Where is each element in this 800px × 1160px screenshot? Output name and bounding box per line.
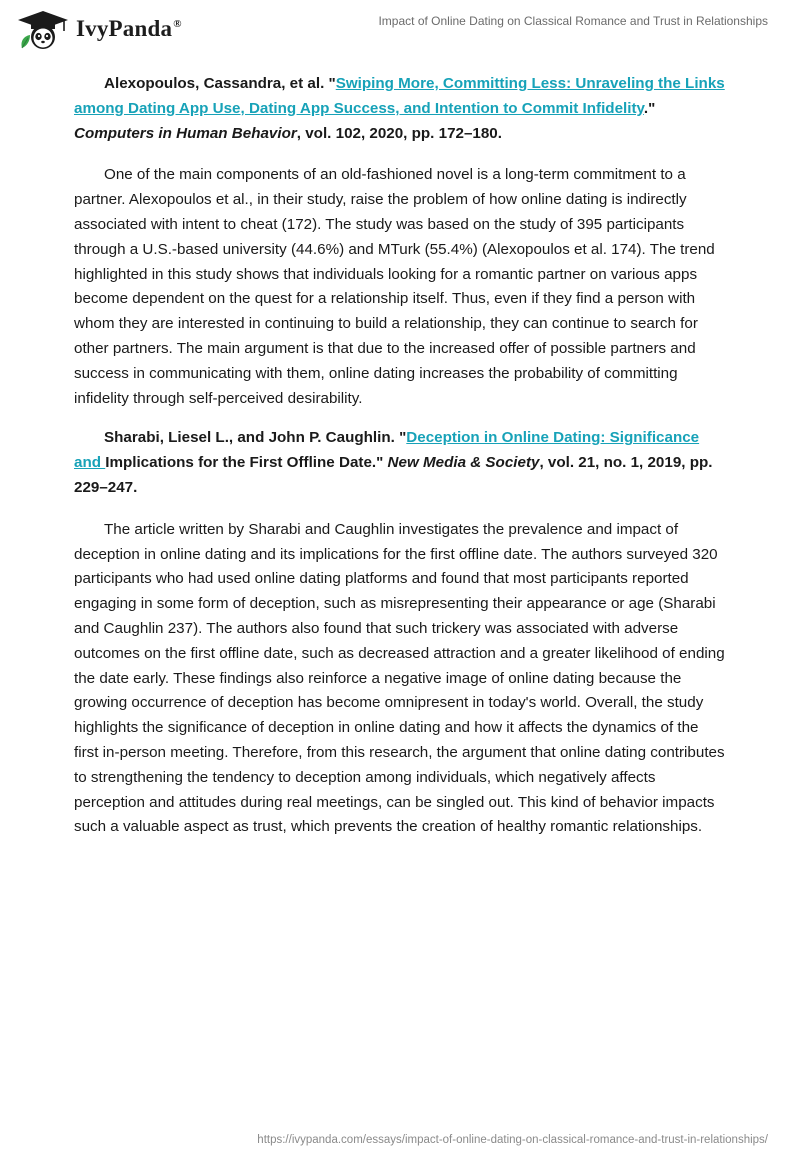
- reference-title-link[interactable]: Swiping More, Committing Less: Unraveling the Links among Dating App Use, Dating App Success, and Intention to Commit Infidelity: [74, 75, 725, 117]
- registered-mark: ®: [173, 18, 182, 31]
- brand-name: IvyPanda®: [76, 16, 182, 41]
- essay-content: [74, 72, 726, 855]
- reference-entry: [74, 426, 726, 500]
- source-url[interactable]: https://ivypanda.com/essays/impact-of-online-dating-on-classical-romance-and-trust-in-relationships/: [257, 1134, 768, 1146]
- reference-entry: [74, 72, 726, 146]
- reference-journal: New Media & Society: [387, 454, 540, 472]
- reference-journal: Computers in Human Behavior: [74, 124, 297, 142]
- body-paragraph: The article written by Sharabi and Caughlin investigates the prevalence and impact of deception in online dating and its implications for the first offline date. The authors surveyed 320 participants who had used online dating platforms and found that most participants reported engaging in some form of deception, such as misrepresenting their appearance or age (Sharabi and Caughlin 237). The authors also found that such trickery was associated with adverse outcomes on the first offline date, such as decreased attraction and a greater likelihood of ending the date early. These findings also reinforce a negative image of online dating because the growing occurrence of deception has become omnipresent in today's world. Overall, the study highlights the significance of deception in online dating and how it affects the dynamics of the first in-person meeting. Therefore, from this research, the argument that online dating contributes to strengthening the tendency to deception among individuals, which negatively affects perception and attitudes during real meetings, can be singled out. This kind of behavior impacts such a valuable aspect as trust, which prevents the creation of healthy romantic relationships.: [74, 520, 725, 836]
- body-paragraph: One of the main components of an old-fashioned novel is a long-term commitment to a partner. Alexopoulos et al., in their study, raise the problem of how online dating is indirectly associated with intent to cheat (172). The study was based on the study of 395 participants through a U.S.-based university (44.6%) and MTurk (55.4%) (Alexopoulos et al. 174). The trend highlighted in this study shows that individuals looking for a romantic partner on various apps become dependent on the quest for a relationship itself. Thus, even if they find a person with whom they are interested in continuing to build a relationship, they can continue to search for other partners. The main argument is that due to the increased offer of possible partners and success in communicating with them, online dating increases the probability of committing infidelity through self-perceived desirability.: [74, 166, 715, 407]
- reference-details: , vol. 21, no. 1, 2019, pp. 229–247.: [74, 454, 713, 496]
- document-title: Impact of Online Dating on Classical Romance and Trust in Relationships: [378, 14, 768, 28]
- panda-graduate-icon: [14, 8, 72, 50]
- reference-authors: Sharabi, Liesel L., and John P. Caughlin. ": [104, 429, 407, 447]
- reference-after-link: Implications for the First Offline Date.": [105, 454, 388, 472]
- page-header: [0, 0, 800, 60]
- reference-title-link[interactable]: Deception in Online Dating: Significance and: [74, 429, 700, 472]
- reference-authors: Alexopoulos, Cassandra, et al. ": [104, 75, 336, 92]
- reference-details: , vol. 102, 2020, pp. 172–180.: [296, 124, 502, 142]
- ivypanda-logo[interactable]: [14, 8, 182, 50]
- reference-after-link: .": [643, 99, 656, 117]
